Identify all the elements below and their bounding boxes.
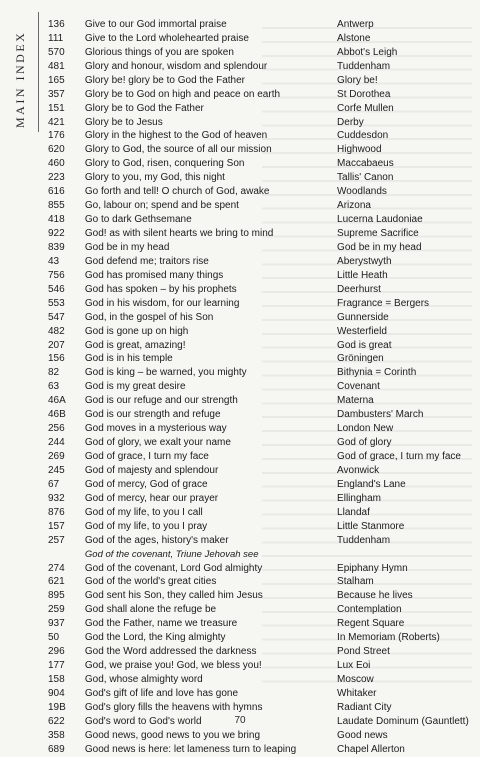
hymn-number: 904 xyxy=(48,687,65,699)
hymn-number: 82 xyxy=(48,367,60,379)
tune-name: Lucerna Laudoniae xyxy=(337,214,423,226)
hymn-number: 622 xyxy=(48,715,65,727)
hymn-number: 19B xyxy=(48,701,66,713)
index-entry xyxy=(48,143,480,157)
first-line: God of glory, we exalt your name xyxy=(84,437,231,449)
first-line: God defend me; traitors rise xyxy=(84,255,209,267)
tune-name: Woodlands xyxy=(337,186,387,198)
tune-name: Westerfield xyxy=(337,325,387,337)
first-line: God of majesty and splendour xyxy=(84,464,219,476)
hymn-number: 158 xyxy=(48,674,65,686)
index-entry xyxy=(48,171,480,185)
first-line: God in his wisdom, for our learning xyxy=(84,297,240,309)
index-entry xyxy=(48,743,480,757)
index-entry xyxy=(48,394,480,408)
index-entry xyxy=(48,617,480,631)
first-line: God, we praise you! God, we bless you! xyxy=(84,660,262,672)
hymn-number: 460 xyxy=(48,158,65,170)
first-line: Glory in the highest to the God of heaven xyxy=(84,130,268,142)
tune-name: Chapel Allerton xyxy=(337,743,405,755)
hymn-number: 151 xyxy=(48,102,65,114)
tune-name: Little Stanmore xyxy=(337,520,405,532)
hymn-number: 165 xyxy=(48,74,65,86)
tune-name: Fragrance = Bergers xyxy=(337,297,430,309)
hymn-number xyxy=(48,548,85,562)
index-entry xyxy=(48,213,480,227)
hymn-number: 553 xyxy=(48,297,65,309)
first-line: God is my great desire xyxy=(84,381,186,393)
tune-name: Laudate Dominum (Gauntlett) xyxy=(337,715,469,727)
tune-name: Regent Square xyxy=(337,618,405,630)
hymn-number: 357 xyxy=(48,88,65,100)
first-line: God moves in a mysterious way xyxy=(84,423,227,435)
index-entry xyxy=(48,353,480,367)
first-line: God shall alone the refuge be xyxy=(84,604,217,616)
first-line: Good news, good news to you we bring xyxy=(84,729,261,741)
hymn-number: 156 xyxy=(48,353,65,365)
first-line: God of my life, to you I call xyxy=(84,506,203,518)
index-entry xyxy=(48,687,480,701)
index-entry xyxy=(48,199,480,213)
page-number: 70 xyxy=(234,715,246,726)
hymn-number: 296 xyxy=(48,646,65,658)
hymn-number: 223 xyxy=(48,172,65,184)
index-entry xyxy=(48,366,480,380)
tune-name: God of glory xyxy=(337,437,392,449)
index-entry xyxy=(48,506,480,520)
tune-name: Radiant City xyxy=(337,701,392,713)
index-table-body xyxy=(48,18,480,757)
hymn-number: 570 xyxy=(48,46,65,58)
hymn-number: 43 xyxy=(48,255,60,267)
tune-name: Ellingham xyxy=(337,492,381,504)
index-entry xyxy=(48,269,480,283)
hymn-number: 244 xyxy=(48,437,65,449)
index-table xyxy=(48,18,480,757)
hymn-number: 256 xyxy=(48,423,65,435)
first-line: Go, labour on; spend and be spent xyxy=(84,200,239,212)
first-line: God of the world's great cities xyxy=(84,576,217,588)
first-line: God the Word addressed the darkness xyxy=(84,646,257,658)
tune-name: Cuddesdon xyxy=(337,130,389,142)
hymn-number: 63 xyxy=(48,381,60,393)
first-line: Glory to God, the source of all our mission xyxy=(84,144,272,156)
hymn-number: 177 xyxy=(48,660,65,672)
tune-name: Dambusters' March xyxy=(337,409,424,421)
hymn-number: 245 xyxy=(48,464,65,476)
first-line: God the Lord, the King almighty xyxy=(84,632,226,644)
index-entry xyxy=(48,464,480,478)
index-entry xyxy=(48,60,480,74)
hymn-number: 621 xyxy=(48,576,65,588)
index-entry xyxy=(48,548,480,562)
tune-name: Avonwick xyxy=(337,464,380,476)
hymn-number: 481 xyxy=(48,60,65,72)
index-entry xyxy=(48,492,480,506)
first-line: Give to the Lord wholehearted praise xyxy=(84,32,249,44)
tune-name: Tuddenham xyxy=(337,534,391,546)
tune-name: London New xyxy=(337,423,394,435)
title-rule xyxy=(38,12,39,132)
hymn-number: 876 xyxy=(48,506,65,518)
first-line: Glory be to Jesus xyxy=(84,116,163,128)
index-entry xyxy=(48,46,480,60)
first-line: Glorious things of you are spoken xyxy=(84,46,234,58)
hymn-number: 46B xyxy=(48,409,66,421)
hymn-number: 274 xyxy=(48,562,65,574)
first-line: God has spoken – by his prophets xyxy=(84,283,237,295)
first-line: God of mercy, God of grace xyxy=(84,478,208,490)
first-line: Glory to you, my God, this night xyxy=(84,172,225,184)
hymn-number: 111 xyxy=(48,32,64,44)
first-line: Glory and honour, wisdom and splendour xyxy=(84,60,268,72)
section-title: MAIN INDEX xyxy=(13,30,27,128)
tune-name: Moscow xyxy=(337,674,374,686)
hymn-number: 50 xyxy=(48,632,60,644)
index-entry xyxy=(48,157,480,171)
first-line: God of the ages, history's maker xyxy=(84,534,229,546)
tune-name: Deerhurst xyxy=(337,283,381,295)
index-entry xyxy=(48,339,480,353)
index-entry xyxy=(48,380,480,394)
tune-name: Arizona xyxy=(337,200,371,212)
hymn-number: 157 xyxy=(48,520,65,532)
hymn-number: 855 xyxy=(48,200,65,212)
hymn-number: 546 xyxy=(48,283,65,295)
first-line: Glory to God, risen, conquering Son xyxy=(84,158,245,170)
hymn-number: 176 xyxy=(48,130,65,142)
first-line: God be in my head xyxy=(84,241,170,253)
tune-name: Covenant xyxy=(337,381,380,393)
index-entry xyxy=(48,297,480,311)
first-line: God, in the gospel of his Son xyxy=(84,311,214,323)
tune-name: Highwood xyxy=(337,144,382,156)
tune-name: Tallis' Canon xyxy=(337,172,394,184)
index-entry xyxy=(48,241,480,255)
hymn-number: 895 xyxy=(48,590,65,602)
tune-name: Materna xyxy=(337,395,374,407)
hymn-number: 358 xyxy=(48,729,65,741)
first-line: Give to our God immortal praise xyxy=(84,18,227,30)
hymn-number: 932 xyxy=(48,492,65,504)
index-entry xyxy=(48,283,480,297)
tune-name: Supreme Sacrifice xyxy=(337,228,419,240)
tune-name: Llandaf xyxy=(337,506,370,518)
tune-name: Epiphany Hymn xyxy=(337,562,408,574)
index-entry xyxy=(48,520,480,534)
tune-name: Alstone xyxy=(337,32,371,44)
tune-name: God of grace, I turn my face xyxy=(337,451,461,463)
first-line: God! as with silent hearts we bring to mind xyxy=(84,228,274,240)
hymn-number: 421 xyxy=(48,116,65,128)
tune-name: Aberystwyth xyxy=(337,255,392,267)
index-entry xyxy=(48,74,480,88)
hymn-number: 482 xyxy=(48,325,65,337)
tune-name: St Dorothea xyxy=(337,88,391,100)
first-line: Glory be to God the Father xyxy=(84,102,204,114)
index-entry xyxy=(48,701,480,715)
tune-name: Because he lives xyxy=(337,590,413,602)
index-entry xyxy=(48,130,480,144)
tune-name: Corfe Mullen xyxy=(337,102,394,114)
index-entry xyxy=(48,408,480,422)
hymn-number: 922 xyxy=(48,228,65,240)
first-line: God is in his temple xyxy=(84,353,173,365)
tune-name: Good news xyxy=(337,729,388,741)
tune-name: God be in my head xyxy=(337,241,422,253)
first-line: God of my life, to you I pray xyxy=(84,520,208,532)
hymn-number: 67 xyxy=(48,478,60,490)
tune-name: Maccabaeus xyxy=(337,158,394,170)
tune-name: Gröningen xyxy=(337,353,384,365)
tune-name: Gunnerside xyxy=(337,311,389,323)
index-entry xyxy=(48,227,480,241)
tune-name: Abbot's Leigh xyxy=(337,46,398,58)
tune-name: Tuddenham xyxy=(337,60,391,72)
index-entry xyxy=(48,589,480,603)
index-entry xyxy=(48,659,480,673)
tune-name: Little Heath xyxy=(337,269,388,281)
hymn-number: 269 xyxy=(48,451,65,463)
hymn-number: 616 xyxy=(48,186,65,198)
hymn-number: 257 xyxy=(48,534,65,546)
index-entry xyxy=(48,478,480,492)
first-line: God is our refuge and our strength xyxy=(84,395,238,407)
index-entry xyxy=(48,450,480,464)
index-entry xyxy=(48,729,480,743)
index-entry xyxy=(48,603,480,617)
first-line: Go to dark Gethsemane xyxy=(84,214,192,226)
index-entry xyxy=(48,116,480,130)
tune-name: In Memoriam (Roberts) xyxy=(337,632,440,644)
first-line: God of mercy, hear our prayer xyxy=(84,492,219,504)
first-line: Glory be! glory be to God the Father xyxy=(84,74,245,86)
first-line: God of the covenant, Triune Jehovah see xyxy=(84,548,259,560)
index-entry xyxy=(48,534,480,548)
first-line: God, whose almighty word xyxy=(84,674,203,686)
first-line: Good news is here: let lameness turn to leaping xyxy=(84,743,297,755)
first-line: Glory be to God on high and peace on earth xyxy=(84,88,281,100)
tune-name: Antwerp xyxy=(337,18,374,30)
first-line: God is king – be warned, you mighty xyxy=(84,367,247,379)
index-entry xyxy=(48,311,480,325)
hymn-number: 937 xyxy=(48,618,65,630)
hymn-number: 136 xyxy=(48,18,65,30)
first-line: God is our strength and refuge xyxy=(84,409,221,421)
index-entry xyxy=(48,255,480,269)
index-entry xyxy=(48,185,480,199)
tune-name: Whitaker xyxy=(337,687,377,699)
tune-name xyxy=(337,548,480,562)
index-entry xyxy=(48,673,480,687)
tune-name: God is great xyxy=(337,339,392,351)
first-line: God is gone up on high xyxy=(84,325,189,337)
index-entry xyxy=(48,325,480,339)
first-line: God's glory fills the heavens with hymns xyxy=(84,701,263,713)
hymn-number: 547 xyxy=(48,311,65,323)
tune-name: Contemplation xyxy=(337,604,402,616)
index-entry xyxy=(48,102,480,116)
first-line: Go forth and tell! O church of God, awake xyxy=(84,186,270,198)
first-line: God's word to God's world xyxy=(84,715,202,727)
first-line: God's gift of life and love has gone xyxy=(84,687,239,699)
index-entry xyxy=(48,436,480,450)
first-line: God has promised many things xyxy=(84,269,224,281)
index-entry xyxy=(48,32,480,46)
hymn-number: 259 xyxy=(48,604,65,616)
index-entry xyxy=(48,18,480,32)
index-entry xyxy=(48,422,480,436)
first-line: God of grace, I turn my face xyxy=(84,451,209,463)
index-entry xyxy=(48,88,480,102)
index-entry xyxy=(48,631,480,645)
hymn-number: 620 xyxy=(48,144,65,156)
first-line: God sent his Son, they called him Jesus xyxy=(84,590,263,602)
first-line: God is great, amazing! xyxy=(84,339,186,351)
first-line: God the Father, name we treasure xyxy=(84,618,238,630)
hymn-number: 839 xyxy=(48,241,65,253)
tune-name: England's Lane xyxy=(337,478,406,490)
tune-name: Glory be! xyxy=(337,74,378,86)
tune-name: Stalham xyxy=(337,576,374,588)
index-entry xyxy=(48,562,480,576)
tune-name: Bithynia = Corinth xyxy=(337,367,417,379)
tune-name: Pond Street xyxy=(337,646,390,658)
tune-name: Lux Eoi xyxy=(337,660,371,672)
first-line: God of the covenant, Lord God almighty xyxy=(84,562,263,574)
hymn-number: 418 xyxy=(48,214,65,226)
hymn-number: 756 xyxy=(48,269,65,281)
hymn-number: 46A xyxy=(48,395,66,407)
index-entry xyxy=(48,645,480,659)
index-entry xyxy=(48,576,480,590)
tune-name: Derby xyxy=(337,116,364,128)
hymn-number: 689 xyxy=(48,743,65,755)
hymn-number: 207 xyxy=(48,339,65,351)
